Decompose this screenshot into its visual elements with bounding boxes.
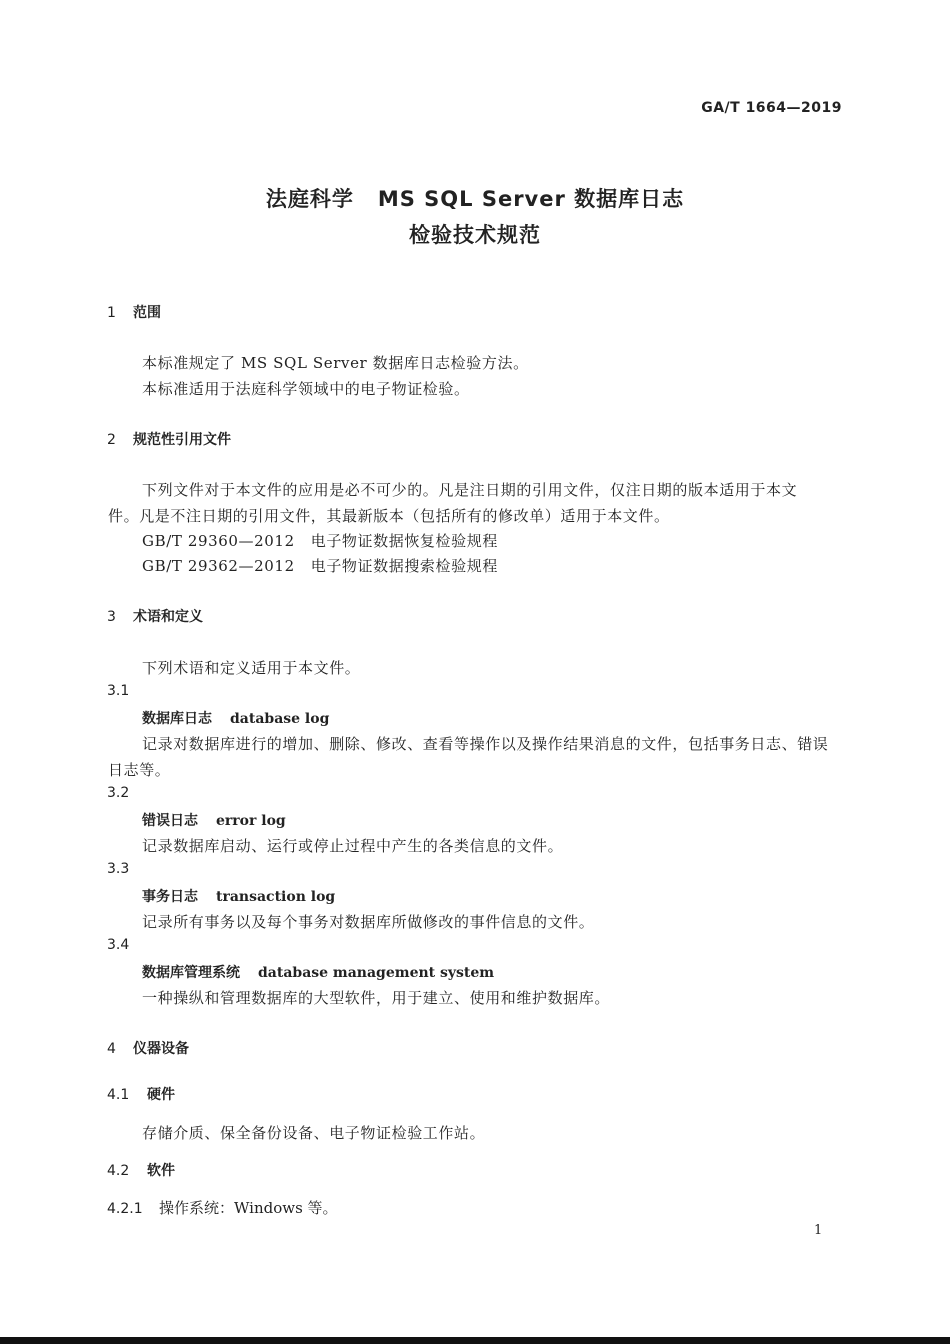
term-number: 3.4	[107, 937, 130, 953]
section-4-1-heading: 4.1 硬件	[107, 1087, 175, 1103]
term-definition: 记录所有事务以及每个事务对数据库所做修改的事件信息的文件。	[142, 913, 595, 931]
page-number: 1	[814, 1223, 823, 1238]
section-2-paragraph-line2: 件。凡是不注日期的引用文件，其最新版本（包括所有的修改单）适用于本文件。	[108, 507, 670, 525]
section-1-paragraph-2: 本标准适用于法庭科学领域中的电子物证检验。	[142, 380, 470, 398]
section-4-2-heading: 4.2 软件	[107, 1163, 175, 1179]
document-title-line2: 检验技术规范	[409, 223, 541, 247]
bottom-border	[0, 1337, 950, 1344]
section-4-2-1: 4.2.1 操作系统：Windows 等。	[107, 1199, 338, 1217]
standard-code: GA/T 1664—2019	[701, 100, 842, 116]
term-definition: 记录数据库启动、运行或停止过程中产生的各类信息的文件。	[142, 837, 564, 855]
section-3-heading: 3 术语和定义	[107, 609, 203, 625]
section-3-intro: 下列术语和定义适用于本文件。	[142, 659, 361, 677]
section-1-heading: 1 范围	[107, 305, 161, 321]
section-2-heading: 2 规范性引用文件	[107, 432, 231, 448]
section-1-paragraph-1: 本标准规定了 MS SQL Server 数据库日志检验方法。	[142, 354, 529, 372]
document-title-line1	[0, 183, 950, 213]
term-definition: 记录对数据库进行的增加、删除、修改、查看等操作以及操作结果消息的文件，包括事务日志、错误	[142, 735, 829, 753]
title-part-b: MS SQL Server 数据库日志	[377, 187, 685, 211]
section-4-heading: 4 仪器设备	[107, 1041, 189, 1057]
term-title: 错误日志 error log	[142, 813, 286, 829]
section-4-1-paragraph: 存储介质、保全备份设备、电子物证检验工作站。	[142, 1124, 486, 1142]
term-title: 事务日志 transaction log	[142, 889, 336, 905]
title-part-a: 法庭科学	[265, 187, 354, 211]
term-title: 数据库管理系统 database management system	[142, 965, 495, 981]
term-definition-continued: 日志等。	[108, 761, 171, 779]
term-number: 3.1	[107, 683, 130, 699]
term-number: 3.2	[107, 785, 130, 801]
term-number: 3.3	[107, 861, 130, 877]
term-definition: 一种操纵和管理数据库的大型软件，用于建立、使用和维护数据库。	[142, 989, 611, 1007]
normative-reference: GB/T 29360—2012 电子物证数据恢复检验规程	[142, 532, 498, 550]
term-title: 数据库日志 database log	[142, 711, 330, 727]
section-2-paragraph-line1: 下列文件对于本文件的应用是必不可少的。凡是注日期的引用文件，仅注日期的版本适用于本文	[142, 481, 798, 499]
normative-reference: GB/T 29362—2012 电子物证数据搜索检验规程	[142, 557, 498, 575]
